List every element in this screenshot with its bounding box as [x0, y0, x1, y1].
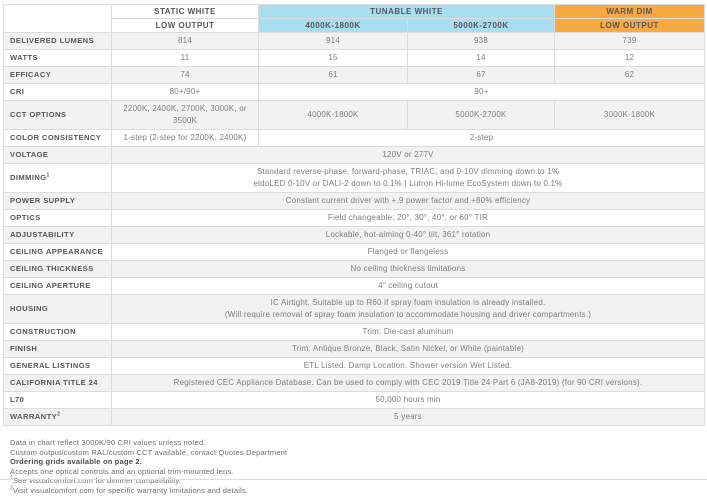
row-label: COLOR CONSISTENCY [4, 130, 112, 147]
spec-value: 11 [112, 50, 259, 67]
spec-value: 3000K-1800K [555, 101, 705, 130]
footnote-line: Accepts one optical controls and an optional trim-mounted lens. [10, 466, 234, 476]
row-label: CALIFORNIA TITLE 24 [4, 375, 112, 392]
spec-row [4, 375, 705, 392]
row-label: POWER SUPPLY [4, 193, 112, 210]
row-label: DELIVERED LUMENS [4, 33, 112, 50]
row-label: HOUSING [4, 295, 112, 324]
spec-value: 120V or 277V [112, 147, 705, 164]
row-label: WATTS [4, 50, 112, 67]
spec-value: 2-step [259, 130, 705, 147]
spec-value: 67 [408, 67, 555, 84]
spec-value: 90+ [259, 84, 705, 101]
row-label: EFFICACY [4, 67, 112, 84]
spec-row [4, 278, 705, 295]
spec-row [4, 164, 705, 193]
spec-row [4, 33, 705, 50]
header-group-row [4, 5, 705, 19]
spec-row [4, 84, 705, 101]
row-label: CCT OPTIONS [4, 101, 112, 130]
spec-value: 12 [555, 50, 705, 67]
column-group-tunable-white: TUNABLE WHITE [259, 5, 555, 19]
spec-value: 15 [259, 50, 408, 67]
spec-value: 62 [555, 67, 705, 84]
row-label: OPTICS [4, 210, 112, 227]
row-label: L70 [4, 392, 112, 409]
spec-row [4, 409, 705, 426]
column-group-static-white: STATIC WHITE [112, 5, 259, 19]
spec-row [4, 358, 705, 375]
row-label: CRI [4, 84, 112, 101]
row-label: WARRANTY$^2$ [4, 409, 112, 426]
corner-cell [4, 5, 112, 33]
spec-row [4, 193, 705, 210]
spec-row [4, 341, 705, 358]
footnote-line: $^2$Visit visualcomfort.com for specific warranty limitations and details. [10, 485, 249, 495]
spec-value: Registered CEC Appliance Database. Can be used to comply with CEC 2019 Title 24 Part 6 (JA8-2019) (for 90 CRI versions). [112, 375, 705, 392]
spec-value: Constant current driver with +.9 power factor and +80% efficiency [112, 193, 705, 210]
row-label: CONSTRUCTION [4, 324, 112, 341]
subheader-5000k-2700k: 5000K-2700K [408, 19, 555, 33]
spec-row [4, 295, 705, 324]
spec-value: 4000K-1800K [259, 101, 408, 130]
row-label: FINISH [4, 341, 112, 358]
spec-row [4, 130, 705, 147]
footnote-line: $^1$See visualcomfort.com for dimmer compatibility. [10, 475, 182, 486]
spec-value: 74 [112, 67, 259, 84]
footnotes [10, 438, 707, 496]
spec-value: Flanged or flangeless [112, 244, 705, 261]
spec-row [4, 324, 705, 341]
spec-value: Trim: Antique Bronze, Black, Satin Nickel, or White (paintable) [112, 341, 705, 358]
spec-value: Standard reverse-phase, forward-phase, TRIAC, and 0-10V dimming down to 1% eldoLED 0-10V or DALI-2 down to 0.1% | Lutron Hi-lume EcoSystem down to 0.1% [112, 164, 705, 193]
row-label: CEILING APERTURE [4, 278, 112, 295]
spec-value: 2200K, 2400K, 2700K, 3000K, or 3500K [112, 101, 259, 130]
spec-value: IC Airtight. Suitable up to R60 if spray foam insulation is already installed. (Will require removal of spray foam insulation to accommodate housing and driver compartments.) [112, 295, 705, 324]
spec-value: 80+/90+ [112, 84, 259, 101]
subheader-warm-dim-low-output: LOW OUTPUT [555, 19, 705, 33]
spec-value: Field changeable: 20°, 30°, 40°, or 60° TIR [112, 210, 705, 227]
spec-value: 61 [259, 67, 408, 84]
row-label: GENERAL LISTINGS [4, 358, 112, 375]
spec-row [4, 261, 705, 278]
spec-value: Lockable, hot-aiming 0-40° tilt, 361° rotation [112, 227, 705, 244]
spec-row [4, 101, 705, 130]
spec-table [3, 4, 705, 426]
row-label: VOLTAGE [4, 147, 112, 164]
spec-value: 814 [112, 33, 259, 50]
column-group-warm-dim: WARM DIM [555, 5, 705, 19]
spec-table-body [4, 33, 705, 426]
footnote-line: Data in chart reflect 3000K/90 CRI values unless noted. [10, 438, 206, 447]
spec-value: 914 [259, 33, 408, 50]
row-label: DIMMING$^1$ [4, 164, 112, 193]
spec-row [4, 67, 705, 84]
row-label: ADJUSTABILITY [4, 227, 112, 244]
spec-value: 938 [408, 33, 555, 50]
spec-value: Trim: Die-cast aluminum [112, 324, 705, 341]
spec-row [4, 244, 705, 261]
spec-value: 5000K-2700K [408, 101, 555, 130]
spec-value: No ceiling thickness limitations [112, 261, 705, 278]
row-label: CEILING THICKNESS [4, 261, 112, 278]
spec-value: ETL Listed. Damp Location. Shower version Wet Listed. [112, 358, 705, 375]
spec-value: 1-step (2-step for 2200K, 2400K) [112, 130, 259, 147]
page-bottom-divider [0, 479, 707, 480]
spec-row [4, 392, 705, 409]
spec-row [4, 50, 705, 67]
footnote-line: Ordering grids available on page 2. [10, 457, 143, 467]
spec-row [4, 147, 705, 164]
spec-value: 5 years [112, 409, 705, 426]
subheader-static-low-output: LOW OUTPUT [112, 19, 259, 33]
footnote-line: Custom output/custom RAL/custom CCT available, contact Quotes Department [10, 447, 288, 457]
spec-value: 739 [555, 33, 705, 50]
row-label: CEILING APPEARANCE [4, 244, 112, 261]
spec-value: 14 [408, 50, 555, 67]
spec-value: 4" ceiling cutout [112, 278, 705, 295]
subheader-4000k-1800k: 4000K-1800K [259, 19, 408, 33]
spec-value: 50,000 hours min [112, 392, 705, 409]
spec-row [4, 210, 705, 227]
spec-row [4, 227, 705, 244]
